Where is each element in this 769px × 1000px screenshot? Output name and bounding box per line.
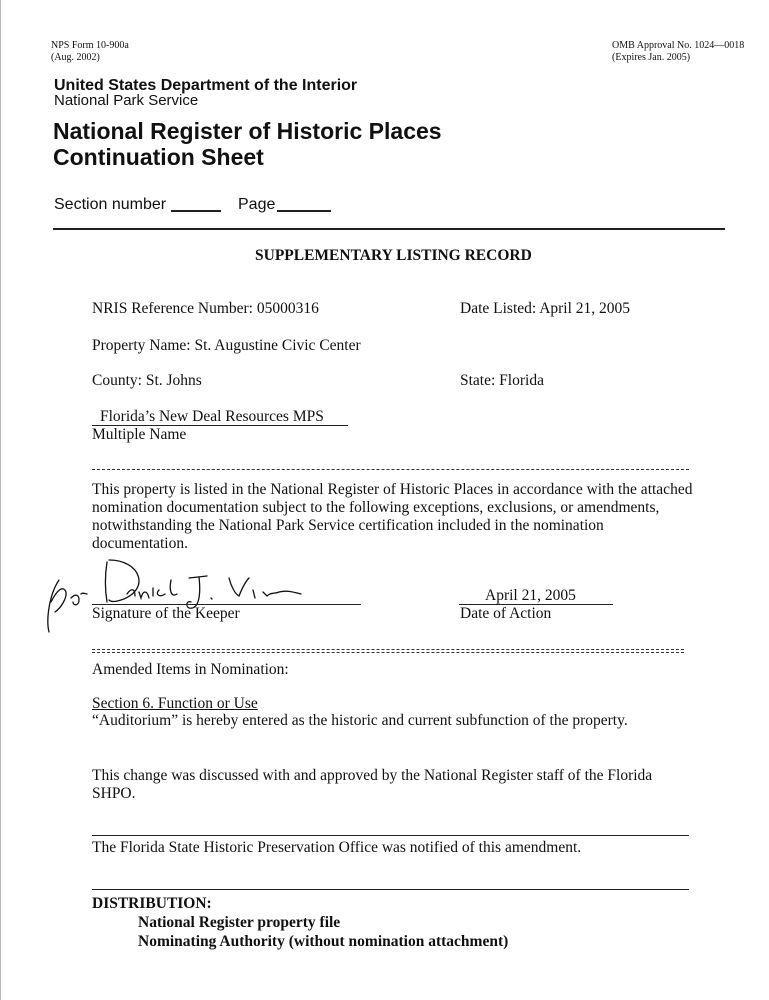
statement-line: notwithstanding the National Park Service certification included in the nomination — [92, 517, 604, 534]
listing-statement — [92, 481, 692, 553]
distribution-item: National Register property file — [138, 914, 341, 931]
page-title — [53, 118, 442, 170]
distribution-list — [138, 913, 508, 951]
form-date: (Aug. 2002) — [51, 52, 100, 63]
rule — [92, 835, 689, 836]
change-line: This change was discussed with and approved by the National Register staff of the Florida — [92, 767, 653, 784]
county: County: St. Johns — [92, 372, 202, 389]
amended-text: “Auditorium” is hereby entered as the historic and current subfunction of the property. — [92, 712, 628, 729]
title-line-2: Continuation Sheet — [53, 144, 264, 170]
amended-heading: Amended Items in Nomination: — [92, 661, 289, 678]
distribution-item: Nominating Authority (without nomination attachment) — [138, 933, 509, 950]
signature-label: Signature of the Keeper — [92, 605, 240, 622]
statement-line: documentation. — [92, 535, 188, 552]
shpo-notified: The Florida State Historic Preservation Office was notified of this amendment. — [92, 839, 582, 856]
form-number-text: NPS Form 10-900a — [51, 40, 129, 51]
header-rule — [53, 228, 725, 230]
double-dashed-divider-top — [92, 649, 684, 650]
omb-approval: OMB Approval No. 1024—0018 — [612, 40, 745, 51]
page-blank — [277, 210, 331, 212]
service: National Park Service — [54, 92, 199, 109]
nris-number: NRIS Reference Number: 05000316 — [92, 300, 319, 317]
omb-expires: (Expires Jan. 2005) — [612, 52, 691, 63]
record-title: SUPPLEMENTARY LISTING RECORD — [255, 247, 532, 264]
state: State: Florida — [460, 372, 544, 389]
action-date: April 21, 2005 — [459, 587, 613, 605]
distribution-heading: DISTRIBUTION: — [92, 895, 212, 912]
date-listed: Date Listed: April 21, 2005 — [460, 300, 631, 317]
statement-line: nomination documentation subject to the following exceptions, exclusions, or amendments, — [92, 499, 660, 516]
date-of-action-label: Date of Action — [460, 605, 552, 622]
amended-section: Section 6. Function or Use — [92, 695, 258, 712]
section-number-blank — [171, 210, 221, 212]
title-line-1: National Register of Historic Places — [53, 118, 442, 144]
dashed-divider — [92, 469, 689, 470]
change-line: SHPO. — [92, 785, 136, 802]
double-dashed-divider-bottom — [92, 652, 684, 653]
page-label: Page — [238, 196, 276, 213]
section-number-label: Section number — [54, 196, 167, 213]
change-note — [92, 767, 652, 803]
multiple-name-value: Florida’s New Deal Resources MPS — [92, 408, 348, 426]
form-number — [51, 40, 129, 64]
department: United States Department of the Interior — [54, 77, 358, 94]
property-name: Property Name: St. Augustine Civic Center — [92, 337, 361, 354]
rule — [92, 889, 689, 890]
statement-line: This property is listed in the National Register of Historic Places in accordance with the attached — [92, 481, 693, 498]
multiple-name-label: Multiple Name — [92, 426, 187, 443]
omb-info — [612, 40, 744, 64]
